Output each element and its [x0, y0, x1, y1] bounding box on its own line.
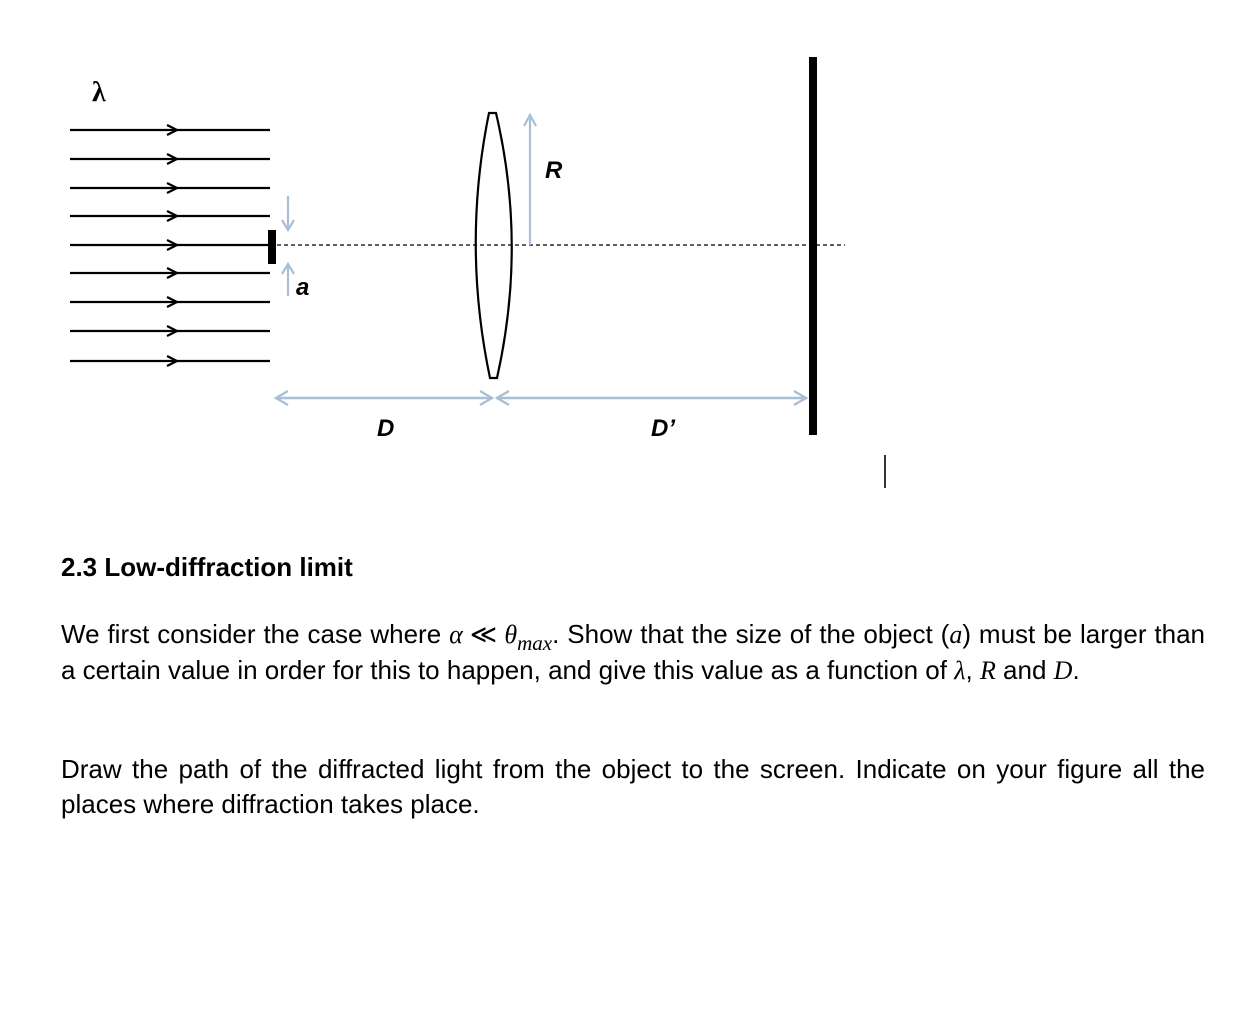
distance-D-prime-arrow [497, 391, 806, 405]
para2-text: Draw the path of the diffracted light from the object to the screen. Indicate on your figure all the places where diffraction takes place. [61, 754, 1205, 819]
slit-size-arrows [282, 196, 294, 296]
comma: , [965, 654, 980, 685]
slit-size-label: a [296, 274, 310, 301]
incident-ray [70, 125, 270, 135]
incident-rays [70, 125, 270, 366]
paragraph-low-diffraction [61, 617, 1205, 688]
alpha-symbol: α [449, 620, 463, 649]
a-symbol: a [949, 620, 963, 649]
distance-D-label: D [377, 415, 395, 442]
para1-text-1: We first consider the case where [61, 619, 450, 649]
incident-ray [70, 183, 270, 193]
lens-radius-label: R [545, 157, 563, 184]
incident-ray [70, 240, 270, 250]
section-heading: 2.3 Low-diffraction limit [61, 552, 353, 582]
theta-symbol: θ [504, 620, 518, 649]
lens-radius-arrow [524, 115, 536, 245]
theta-subscript: max [517, 631, 553, 655]
wavelength-label: λ [92, 77, 106, 108]
distance-D-arrow [276, 391, 492, 405]
period: . [1072, 654, 1080, 685]
paragraph-draw-path [61, 752, 1205, 821]
incident-ray [70, 211, 270, 221]
incident-ray [70, 297, 270, 307]
para1-text-3: ) must be larger than a certain value in order for this to happen, and give this value as a function of [61, 619, 1206, 685]
incident-ray [70, 356, 270, 366]
incident-ray [70, 154, 270, 164]
R-symbol: R [979, 655, 996, 685]
incident-ray [70, 268, 270, 278]
screen [809, 57, 817, 435]
object-slit [268, 230, 276, 264]
incident-ray [70, 326, 270, 336]
distance-D-prime-label: D’ [651, 415, 675, 442]
and-text: and [995, 654, 1054, 685]
para1-text-2: . Show that the size of the object ( [552, 619, 950, 649]
D-symbol: D [1053, 655, 1073, 685]
lambda-symbol: λ [954, 655, 966, 685]
much-less-symbol: ≪ [462, 620, 505, 649]
